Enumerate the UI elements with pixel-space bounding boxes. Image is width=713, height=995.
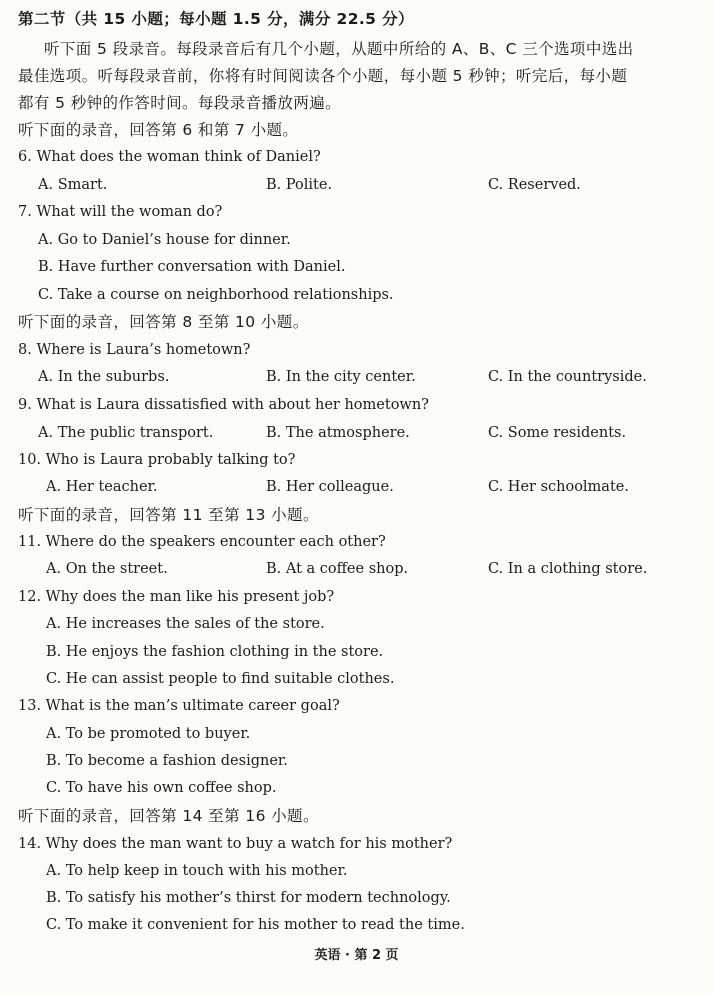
question-text: 7. What will the woman do? bbox=[18, 204, 223, 220]
option-a: A. In the suburbs. bbox=[38, 369, 170, 385]
instruction-line: 都有 5 秒钟的作答时间。每段录音播放两遍。 bbox=[18, 94, 342, 112]
group-prompt: 听下面的录音，回答第 8 至第 10 小题。 bbox=[18, 313, 309, 331]
option-b: B. He enjoys the fashion clothing in the store. bbox=[46, 644, 384, 660]
question-text: 14. Why does the man want to buy a watch for his mother? bbox=[18, 836, 453, 852]
option-b: B. Her colleague. bbox=[266, 479, 394, 495]
option-a: A. He increases the sales of the store. bbox=[46, 616, 325, 632]
option-b: B. To become a fashion designer. bbox=[46, 753, 288, 769]
option-b: B. To satisfy his mother’s thirst for modern technology. bbox=[46, 890, 451, 906]
option-a: A. Her teacher. bbox=[46, 479, 158, 495]
group-prompt: 听下面的录音，回答第 11 至第 13 小题。 bbox=[18, 506, 319, 524]
option-c: C. To make it convenient for his mother to read the time. bbox=[46, 917, 465, 933]
option-c: C. Take a course on neighborhood relationships. bbox=[38, 287, 394, 303]
instruction-line: 最佳选项。听每段录音前，你将有时间阅读各个小题，每小题 5 秒钟；听完后，每小题 bbox=[18, 67, 628, 85]
option-b: B. Have further conversation with Daniel. bbox=[38, 259, 346, 275]
option-c: C. Reserved. bbox=[488, 177, 581, 193]
question-text: 12. Why does the man like his present job? bbox=[18, 589, 335, 605]
option-b: B. Polite. bbox=[266, 177, 333, 193]
option-b: B. At a coffee shop. bbox=[266, 561, 409, 577]
question-text: 8. Where is Laura’s hometown? bbox=[18, 342, 251, 358]
option-c: C. Some residents. bbox=[488, 425, 627, 441]
option-a: A. The public transport. bbox=[38, 425, 214, 441]
question-text: 13. What is the man’s ultimate career goal? bbox=[18, 698, 340, 714]
question-text: 10. Who is Laura probably talking to? bbox=[18, 452, 296, 468]
option-b: B. The atmosphere. bbox=[266, 425, 410, 441]
question-text: 9. What is Laura dissatisfied with about her hometown? bbox=[18, 397, 429, 413]
section-heading: 第二节（共 15 小题；每小题 1.5 分，满分 22.5 分） bbox=[18, 10, 414, 28]
page-footer: 英语 · 第 2 页 bbox=[314, 948, 399, 963]
group-prompt: 听下面的录音，回答第 6 和第 7 小题。 bbox=[18, 121, 299, 139]
option-a: A. Go to Daniel’s house for dinner. bbox=[38, 232, 291, 248]
option-a: A. To help keep in touch with his mother. bbox=[46, 863, 348, 879]
instruction-line: 听下面 5 段录音。每段录音后有几个小题，从题中所给的 A、B、C 三个选项中选出 bbox=[44, 40, 634, 58]
option-c: C. In the countryside. bbox=[488, 369, 647, 385]
option-c: C. To have his own coffee shop. bbox=[46, 780, 277, 796]
option-a: A. On the street. bbox=[46, 561, 168, 577]
option-c: C. In a clothing store. bbox=[488, 561, 648, 577]
group-prompt: 听下面的录音，回答第 14 至第 16 小题。 bbox=[18, 807, 319, 825]
option-c: C. He can assist people to find suitable clothes. bbox=[46, 671, 395, 687]
option-b: B. In the city center. bbox=[266, 369, 416, 385]
option-c: C. Her schoolmate. bbox=[488, 479, 629, 495]
question-text: 11. Where do the speakers encounter each other? bbox=[18, 534, 386, 550]
question-text: 6. What does the woman think of Daniel? bbox=[18, 149, 321, 165]
option-a: A. To be promoted to buyer. bbox=[46, 726, 251, 742]
option-a: A. Smart. bbox=[38, 177, 108, 193]
